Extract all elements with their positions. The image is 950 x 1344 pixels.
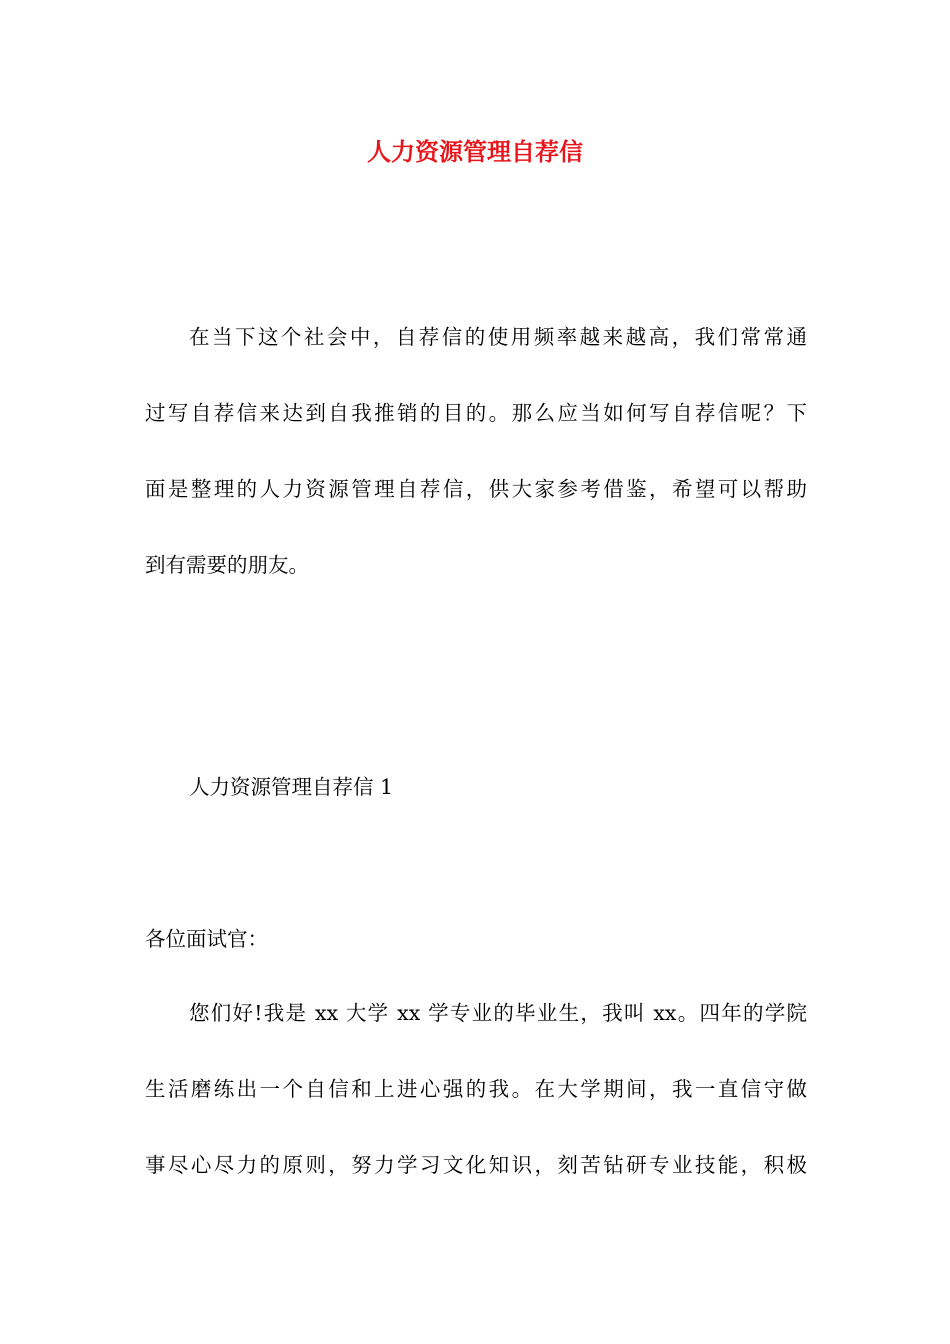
- intro-line-3: 面是整理的人力资源管理自荐信，供大家参考借鉴，希望可以帮助: [145, 477, 807, 501]
- body-line-3: 事尽心尽力的原则，努力学习文化知识，刻苦钻研专业技能，积极: [145, 1153, 807, 1177]
- intro-line-2: 过写自荐信来达到自我推销的目的。那么应当如何写自荐信呢？下: [145, 401, 807, 425]
- document-title: 人力资源管理自荐信: [367, 137, 583, 166]
- section-heading: 人力资源管理自荐信 1: [189, 775, 394, 799]
- intro-line-4: 到有需要的朋友。: [145, 553, 309, 577]
- intro-line-1: 在当下这个社会中，自荐信的使用频率越来越高，我们常常通: [189, 325, 807, 349]
- body-line-1: 您们好!我是 xx 大学 xx 学专业的毕业生，我叫 xx。四年的学院: [189, 1001, 807, 1025]
- body-line-2: 生活磨练出一个自信和上进心强的我。在大学期间，我一直信守做: [145, 1077, 807, 1101]
- salutation: 各位面试官：: [145, 927, 268, 951]
